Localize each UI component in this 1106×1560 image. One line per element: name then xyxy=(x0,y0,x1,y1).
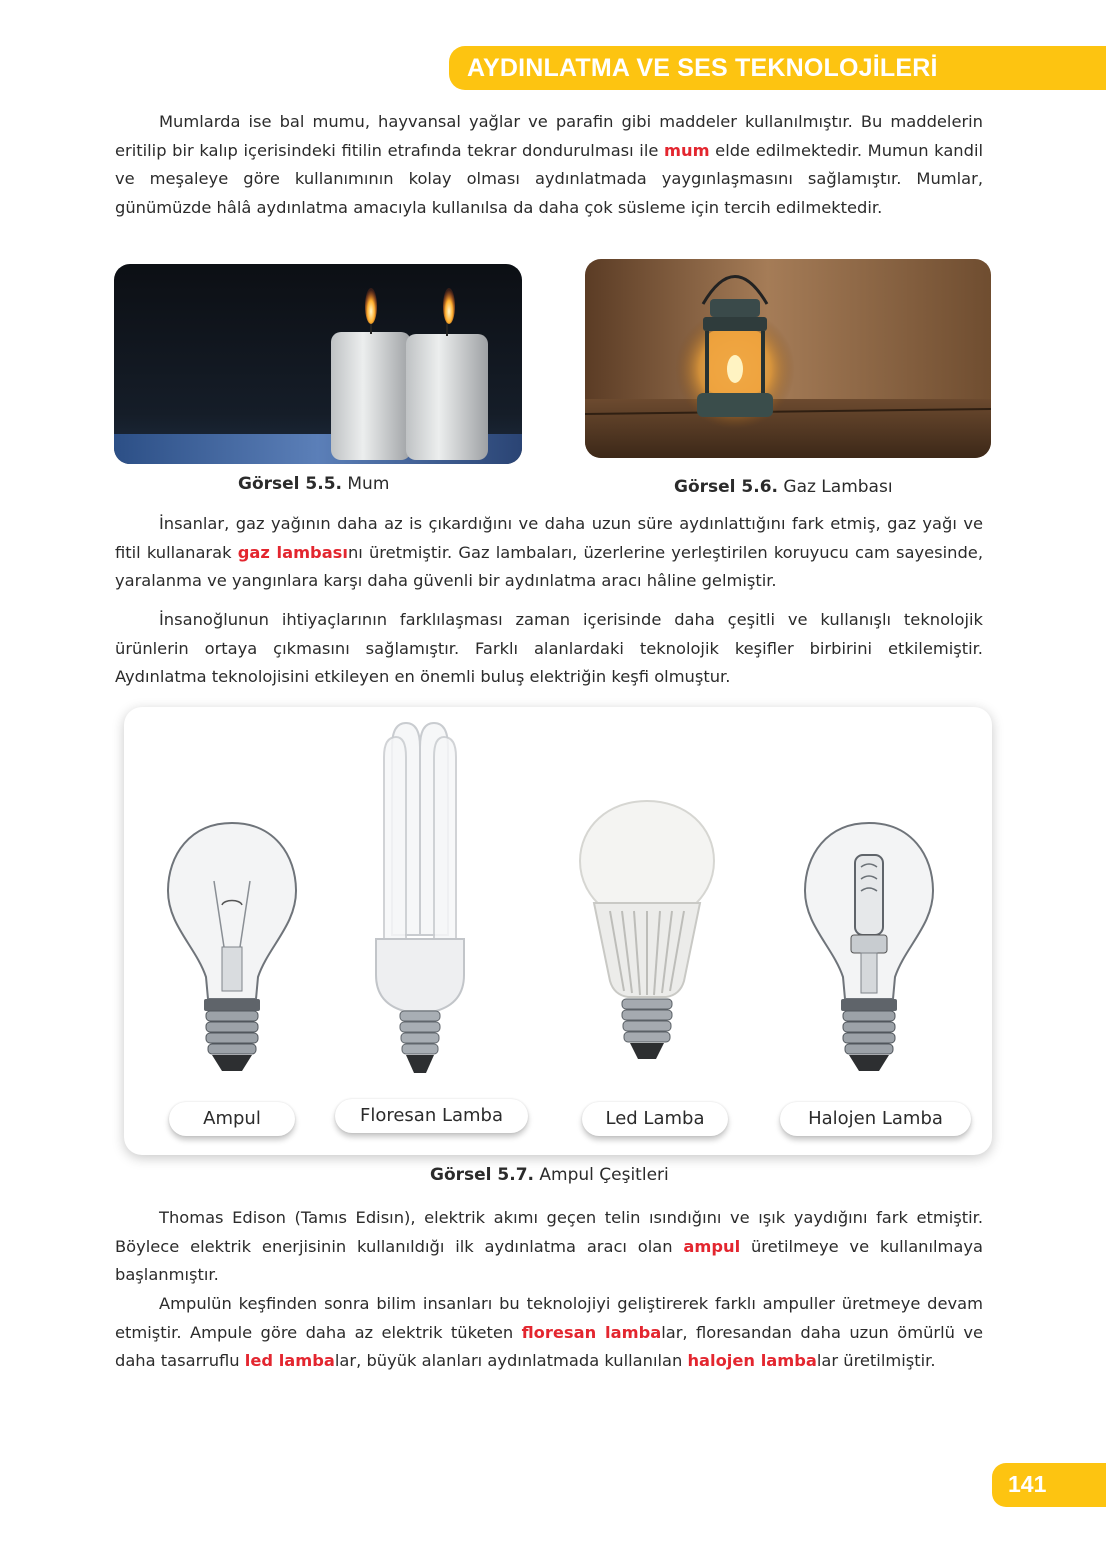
incandescent-bulb-image xyxy=(162,819,302,1089)
led-bulb-image xyxy=(572,795,722,1085)
figure-label: Görsel 5.7. xyxy=(430,1165,534,1185)
halogen-bulb-image xyxy=(799,819,939,1089)
keyword-mum: mum xyxy=(664,140,710,160)
text: lar, floresandan daha uzun ömürlü ve daha tasarruflu xyxy=(115,1322,983,1371)
keyword-floresan-lamba: floresan lamba xyxy=(521,1322,662,1342)
candle-photo xyxy=(114,264,522,464)
text: üretilmeye ve kullanılmaya başlanmıştır. xyxy=(115,1236,983,1285)
bulb-label-ampul: Ampul xyxy=(169,1102,295,1136)
text: Ampulün keşfinden sonra bilim insanları bu teknolojiyi geliştirerek farklı ampuller üretmeye devam etmiştir. Ampule göre daha az elektrik tüketen xyxy=(115,1294,983,1342)
keyword-led-lamba: led lamba xyxy=(244,1351,335,1371)
fluorescent-bulb-image xyxy=(370,717,470,1087)
figure-title: Ampul Çeşitleri xyxy=(539,1165,669,1185)
keyword-gaz-lambasi: gaz lambası xyxy=(237,542,348,562)
bulb-types-panel xyxy=(124,707,992,1155)
paragraph-bulb-types xyxy=(115,1290,983,1376)
text: nı üretmiştir. Gaz lambaları, üzerlerine yerleştirilen koruyucu cam sayesinde, yaralanma ve yangınlara karşı daha güvenli bir aydınlatma aracı hâline gelmiştir. xyxy=(115,542,983,591)
bulb-label-floresan: Floresan Lamba xyxy=(335,1099,528,1133)
paragraph-candle xyxy=(115,108,983,222)
bulb-label-halojen: Halojen Lamba xyxy=(780,1102,971,1136)
figure-title: Mum xyxy=(347,474,390,494)
page-number: 141 xyxy=(1008,1471,1047,1497)
paragraph-technology xyxy=(115,606,983,692)
figure-5-6-caption xyxy=(674,477,893,497)
chapter-title: AYDINLATMA VE SES TEKNOLOJİLERİ xyxy=(467,54,938,82)
figure-5-5-caption xyxy=(238,474,389,494)
text: Thomas Edison (Tamıs Edisın), elektrik akımı geçen telin ısındığını ve ışık yaydığını fark etmiştir. Böylece elektrik enerjisinin kullanıldığı ilk aydınlatma aracı olan xyxy=(115,1208,983,1256)
figure-label: Görsel 5.5. xyxy=(238,474,342,494)
text: lar, büyük alanları aydınlatmada kullanılan xyxy=(334,1351,688,1371)
paragraph-gas-lamp xyxy=(115,510,983,596)
text: İnsanlar, gaz yağının daha az is çıkardığını ve daha uzun süre aydınlattığını fark etmiş, gaz yağı ve fitil kullanarak xyxy=(115,514,983,562)
figure-label: Görsel 5.6. xyxy=(674,477,778,497)
figure-title: Gaz Lambası xyxy=(783,477,893,497)
bulb-label-led: Led Lamba xyxy=(582,1102,728,1136)
text: İnsanoğlunun ihtiyaçlarının farklılaşması zaman içerisinde daha çeşitli ve kullanışlı teknolojik ürünlerin ortaya çıkmasını sağlamıştır. Farklı alanlardaki teknolojik keşifler birbirini etkilemiştir. Aydınlatma teknolojisini etkileyen en önemli buluş elektriğin keşfi olmuştur. xyxy=(115,610,983,687)
chapter-header xyxy=(449,46,1106,90)
page-number-tab xyxy=(992,1463,1106,1507)
keyword-halojen-lamba: halojen lamba xyxy=(687,1351,817,1371)
text: elde edilmektedir. Mumun kandil ve meşaleye göre kullanımının kolay olması aydınlatmada yaygınlaşmasını sağlamıştır. Mumlar, günümüzde hâlâ aydınlatma amacıyla kullanılsa da daha çok süsleme için tercih edilmektedir. xyxy=(115,140,983,217)
keyword-ampul: ampul xyxy=(683,1236,741,1256)
text: lar üretilmiştir. xyxy=(816,1351,936,1371)
paragraph-edison xyxy=(115,1204,983,1290)
gas-lamp-photo xyxy=(585,259,991,458)
text: Mumlarda ise bal mumu, hayvansal yağlar ve parafin gibi maddeler kullanılmıştır. Bu maddelerin eritilip bir kalıp içerisindeki fitilin etrafında tekrar dondurulması ile xyxy=(115,112,983,160)
figure-5-7-caption xyxy=(430,1165,669,1185)
